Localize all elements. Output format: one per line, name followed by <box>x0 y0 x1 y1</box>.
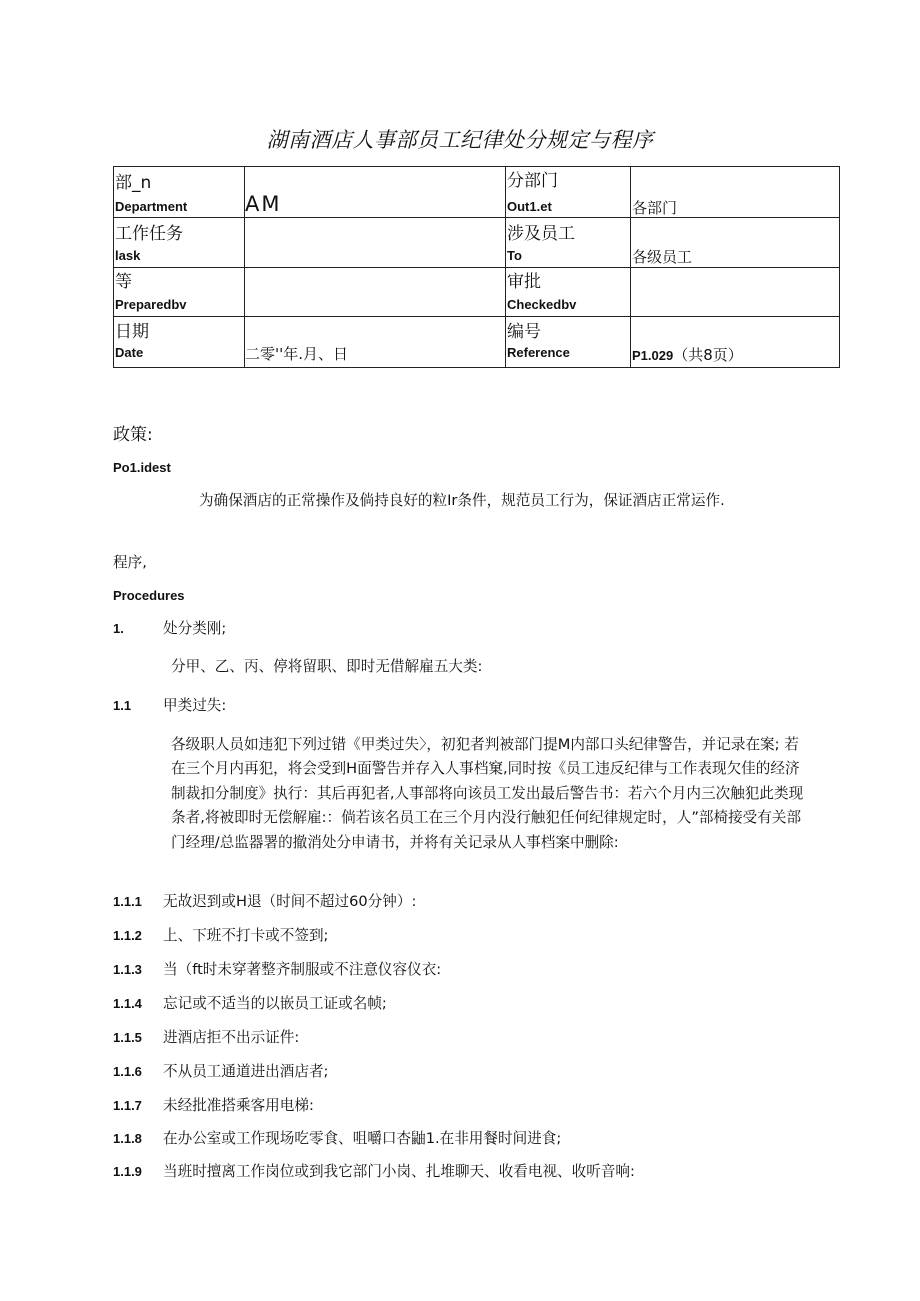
date-label-zh: 日期 <box>115 322 149 342</box>
policies-heading-zh: 政策: <box>113 425 153 445</box>
to-value: 各级员工 <box>632 248 693 266</box>
item-1-text: 处分类刚; <box>163 620 227 637</box>
prepared-value-cell <box>245 268 506 317</box>
outlet-label-zh: 分部门 <box>507 171 558 191</box>
paragraph-line: 制裁扣分制度》执行：其后再犯者,人事部将向该员工发出最后警告书：若六个月内三次触犯此类现 <box>171 784 804 802</box>
to-label-cell <box>506 218 631 268</box>
paragraph-line: 在三个月内再犯，将会受到H面警告并存入人事档窠,同时按《员工违反纪律与工作表现欠佳的经济 <box>171 760 800 778</box>
sub-item-text: 当（ft时未穿著整齐制服或不注意仪容仪衣: <box>163 961 442 978</box>
department-label-cell <box>114 167 245 218</box>
department-label-zh: 部_n <box>115 173 152 193</box>
reference-value-cell <box>631 317 840 368</box>
to-value-cell <box>631 218 840 268</box>
date-label-cell <box>114 317 245 368</box>
item-1-1-number: 1.1 <box>113 698 132 713</box>
sub-item-number: 1.1.3 <box>113 962 142 977</box>
sub-item-number: 1.1.5 <box>113 1030 142 1045</box>
prepared-label-en: Preparedbv <box>115 297 187 312</box>
task-label-en: lask <box>115 248 141 263</box>
sub-item-text: 上、下班不打卡或不签到; <box>163 927 329 944</box>
policies-heading-en: Po1.idest <box>113 460 171 475</box>
department-label-en: Department <box>115 199 188 214</box>
sub-item-text: 无故迟到或H退（时间不超过60分钟）: <box>163 893 417 910</box>
reference-label-cell <box>506 317 631 368</box>
sub-item-number: 1.1.8 <box>113 1131 142 1146</box>
outlet-label-en: Out1.et <box>507 199 552 214</box>
department-value-cell <box>245 167 506 218</box>
sub-item-number: 1.1.2 <box>113 928 142 943</box>
outlet-value-cell <box>631 167 840 218</box>
sub-item-number: 1.1.9 <box>113 1164 142 1179</box>
checked-label-zh: 审批 <box>507 272 541 292</box>
item-1-1-text: 甲类过失: <box>163 697 227 714</box>
procedures-heading-en: Procedures <box>113 588 185 603</box>
item-1-subtext: 分甲、乙、丙、停将留职、即时无借解雇五大类: <box>171 658 483 675</box>
sub-item-text: 在办公室或工作现场吃零食、咀嚼口杏鼬1.在非用餐时间进食; <box>163 1130 562 1147</box>
task-label-cell <box>114 218 245 268</box>
reference-code: P1.029 <box>632 348 674 363</box>
checked-label-cell <box>506 268 631 317</box>
reference-label-en: Reference <box>507 345 570 360</box>
task-label-zh: 工作任务 <box>115 224 183 244</box>
sub-item-number: 1.1.7 <box>113 1098 142 1113</box>
reference-pages: （共8页） <box>673 346 743 364</box>
sub-item-text: 不从员工通道进出酒店者; <box>163 1063 329 1080</box>
date-value: 二零''年.月、日 <box>245 345 349 363</box>
to-label-en: To <box>507 248 522 263</box>
task-value-cell <box>245 218 506 268</box>
reference-label-zh: 编号 <box>507 322 541 342</box>
paragraph-line: 各级职人员如违犯下列过错《甲类过失〉，初犯者判被部门提M内部口头纪律警告，并记录在案; 若 <box>171 736 799 753</box>
outlet-label-cell <box>506 167 631 218</box>
info-table <box>113 166 840 368</box>
procedures-heading-zh: 程序, <box>113 554 147 571</box>
prepared-label-zh: 等 <box>115 272 132 292</box>
item-1-1-paragraph <box>171 733 841 855</box>
date-value-cell <box>245 317 506 368</box>
document-title: 湖南酒店人事部员工纪律处分规定与程序 <box>266 128 654 152</box>
outlet-value: 各部门 <box>632 199 678 217</box>
to-label-zh: 涉及员工 <box>507 224 575 244</box>
sub-item-text: 忘记或不适当的以嵌员工证或名帧; <box>163 995 387 1012</box>
sub-item-number: 1.1.6 <box>113 1064 142 1079</box>
prepared-label-cell <box>114 268 245 317</box>
policies-text: 为确保酒店的正常操作及倘持良好的粒Ir条件，规范员工行为，保证酒店正常运作. <box>199 492 725 509</box>
item-1-number: 1. <box>113 621 124 636</box>
reference-value <box>632 346 743 365</box>
checked-value-cell <box>631 268 840 317</box>
paragraph-line: 条者,将被即时无偿解雇:：倘若该名员工在三个月内没行触犯任何纪律规定时，人”部椅接受有关部 <box>171 809 802 827</box>
sub-item-number: 1.1.4 <box>113 996 142 1011</box>
sub-item-text: 进酒店拒不出示证件: <box>163 1029 300 1046</box>
sub-item-text: 未经批准搭乘客用电梯: <box>163 1097 314 1114</box>
date-label-en: Date <box>115 345 144 360</box>
sub-item-text: 当班时擅离工作岗位或到我它部门小岗、扎堆聊天、收看电视、收听音响: <box>163 1163 635 1180</box>
paragraph-line: 门经理/总监器署的撤消处分申请书，并将有关记录从人事档案中删除: <box>171 833 619 851</box>
checked-label-en: Checkedbv <box>507 297 577 312</box>
sub-item-number: 1.1.1 <box>113 894 142 909</box>
department-value: AM <box>245 192 282 216</box>
